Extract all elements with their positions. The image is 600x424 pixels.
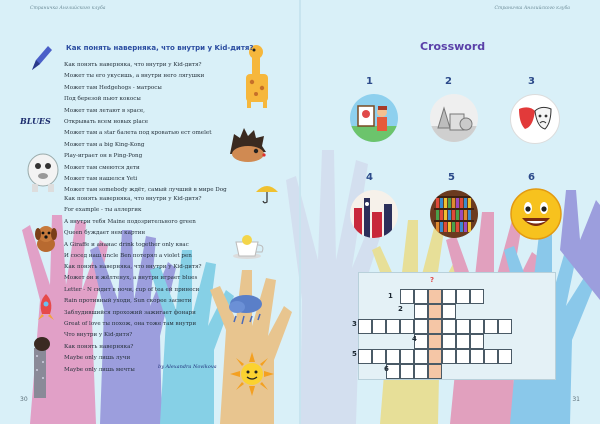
clue-number-2: 2 <box>445 76 452 87</box>
poem-line: For example - ты аллергик <box>64 207 142 214</box>
clue-number-4: 4 <box>366 172 373 183</box>
clue-number-3: 3 <box>528 76 535 87</box>
crossword-cell[interactable] <box>484 349 498 364</box>
crossword-cell[interactable] <box>470 334 484 349</box>
crossword-cell[interactable] <box>372 319 386 334</box>
poem-line: Открывать всем новых place <box>64 118 149 125</box>
yeti-icon <box>24 150 62 192</box>
page-number-right: 31 <box>572 396 580 403</box>
rain-cloud-icon <box>226 292 268 326</box>
poem-line: Может он и жёлтенух, а внутри играет blues <box>64 275 198 282</box>
crossword-cell[interactable] <box>456 334 470 349</box>
umbrella-icon <box>254 180 280 204</box>
crossword-cell[interactable] <box>358 349 372 364</box>
crossword-cell[interactable] <box>470 289 484 304</box>
crossword-cell[interactable] <box>414 349 428 364</box>
crossword-cell[interactable] <box>386 349 400 364</box>
poem-line: Может там Hedgehogs - матросы <box>64 84 162 91</box>
crossword-cell[interactable] <box>428 289 442 304</box>
pen-icon <box>28 44 54 74</box>
clue-image-painter <box>350 94 398 142</box>
poem-stanza-2 <box>64 194 202 262</box>
dog-icon <box>32 224 60 254</box>
crossword-cell[interactable] <box>498 349 512 364</box>
crossword-cell[interactable] <box>498 319 512 334</box>
header-left: Страничка Английского клуба <box>30 6 106 11</box>
poem-line: Play-играет он в Ping-Pong <box>64 153 143 160</box>
poem-title: Как понять наверняка, что внутри у Kid-дитя? <box>66 44 254 52</box>
poem-stanza-3 <box>64 262 202 376</box>
crossword-cell[interactable] <box>456 349 470 364</box>
grid-label-1: 1 <box>388 292 393 300</box>
poem-line: Может там нашелся Yeti <box>64 175 138 182</box>
clue-image-library <box>430 190 478 238</box>
crossword-cell[interactable] <box>428 319 442 334</box>
poem-line: Great of love ты похож, она тоже там внутри <box>64 320 197 327</box>
crossword-cell[interactable] <box>470 349 484 364</box>
grid-label-6: 6 <box>384 365 389 373</box>
crossword-cell[interactable] <box>414 289 428 304</box>
poem-line: Может там somebody ждёт, самый лучший в мире Dog <box>64 187 227 194</box>
crossword-cell[interactable] <box>442 334 456 349</box>
poem-line: А внутри тебя Maine подозрительного green <box>64 218 196 225</box>
page-number-left: 30 <box>20 396 28 403</box>
rocket-icon <box>36 294 56 322</box>
crossword-cell[interactable] <box>428 304 442 319</box>
poem-line: Может ты его укусишь, а внутри него лягушки <box>64 73 205 80</box>
clue-number-5: 5 <box>448 172 455 183</box>
crossword-cell[interactable] <box>414 364 428 379</box>
teacup-icon <box>232 232 266 260</box>
poem-line: Как понять наверняка, что внутри у Kid-дитя? <box>64 264 202 270</box>
king-kong-building-icon <box>20 328 60 398</box>
poem-line: Под березой пьют кокосы <box>64 96 141 103</box>
poem-stanza-1 <box>64 60 227 197</box>
crossword-cell[interactable] <box>358 319 372 334</box>
clue-image-geometry <box>430 94 478 142</box>
hedgehog-icon <box>226 124 268 164</box>
grid-label-3: 3 <box>352 320 357 328</box>
poem-line: Queen буждает нем картин <box>64 230 146 237</box>
poem-line: Что внутри у Kid-дитя? <box>64 332 133 339</box>
crossword-cell[interactable] <box>442 319 456 334</box>
grid-label-2: 2 <box>398 305 403 313</box>
poem-line: A Giraffe и ананас drink together only квас <box>64 241 189 248</box>
crossword-cell[interactable] <box>428 334 442 349</box>
blues-logo: BLUES <box>20 116 51 126</box>
crossword-cell[interactable] <box>442 349 456 364</box>
poem-byline: by Alexandra Novikova <box>158 364 217 370</box>
crossword-cell[interactable] <box>442 304 456 319</box>
crossword-cell[interactable] <box>442 289 456 304</box>
crossword-cell[interactable] <box>470 319 484 334</box>
poem-line: Может там летают в space, <box>64 107 145 114</box>
crossword-cell[interactable] <box>372 349 386 364</box>
crossword-cell[interactable] <box>428 364 442 379</box>
poem-line: Заблудившийся прохожий зажигает фонари <box>64 309 196 316</box>
poem-line: Letter - N сидит в ночи, cup of tea ей принеси <box>64 286 200 293</box>
giraffe-icon <box>240 44 274 108</box>
crossword-cell[interactable] <box>414 319 428 334</box>
crossword-cell[interactable] <box>428 349 442 364</box>
header-right: Страничка Английского клуба <box>494 6 570 11</box>
grid-label-4: 4 <box>412 335 417 343</box>
clue-image-theatre-masks <box>510 94 560 144</box>
crossword-title: Crossword <box>420 40 486 53</box>
poem-line: Как понять наверняка? <box>64 343 134 350</box>
clue-image-smiley <box>510 188 562 240</box>
clue-number-6: 6 <box>528 172 535 183</box>
poem-line: И сосед наш uncle Ben потерял a violet pen <box>64 252 192 259</box>
crossword-cell[interactable] <box>456 289 470 304</box>
crossword-question-mark: ? <box>430 276 435 284</box>
crossword-cell[interactable] <box>400 319 414 334</box>
poem-line: Rain противный уходи, Sun скорее засвети <box>64 298 192 305</box>
poem-line: Как понять наверняка, что внутри у Kid-дитя? <box>64 62 202 68</box>
grid-label-5: 5 <box>352 350 357 358</box>
crossword-cell[interactable] <box>456 319 470 334</box>
poem-line: Может там a star балета под кроватью ест omelet <box>64 130 212 137</box>
crossword-cell[interactable] <box>400 349 414 364</box>
clue-number-1: 1 <box>366 76 373 87</box>
poem-line: Может там смеются дети <box>64 164 140 171</box>
page-gutter <box>299 0 301 424</box>
poem-line: Может там a big King-Kong <box>64 141 145 148</box>
crossword-cell[interactable] <box>386 319 400 334</box>
poem-line: Как понять наверняка, что внутри у Kid-дитя? <box>64 196 202 202</box>
poem-line: Maybe only лишь мечты <box>64 366 135 373</box>
poem-line: Maybe only лишь лучи <box>64 355 131 362</box>
clue-image-city <box>350 190 398 238</box>
crossword-cell[interactable] <box>484 319 498 334</box>
sun-icon <box>230 352 274 396</box>
crossword-cell[interactable] <box>414 304 428 319</box>
crossword-cell[interactable] <box>400 364 414 379</box>
crossword-cell[interactable] <box>400 289 414 304</box>
